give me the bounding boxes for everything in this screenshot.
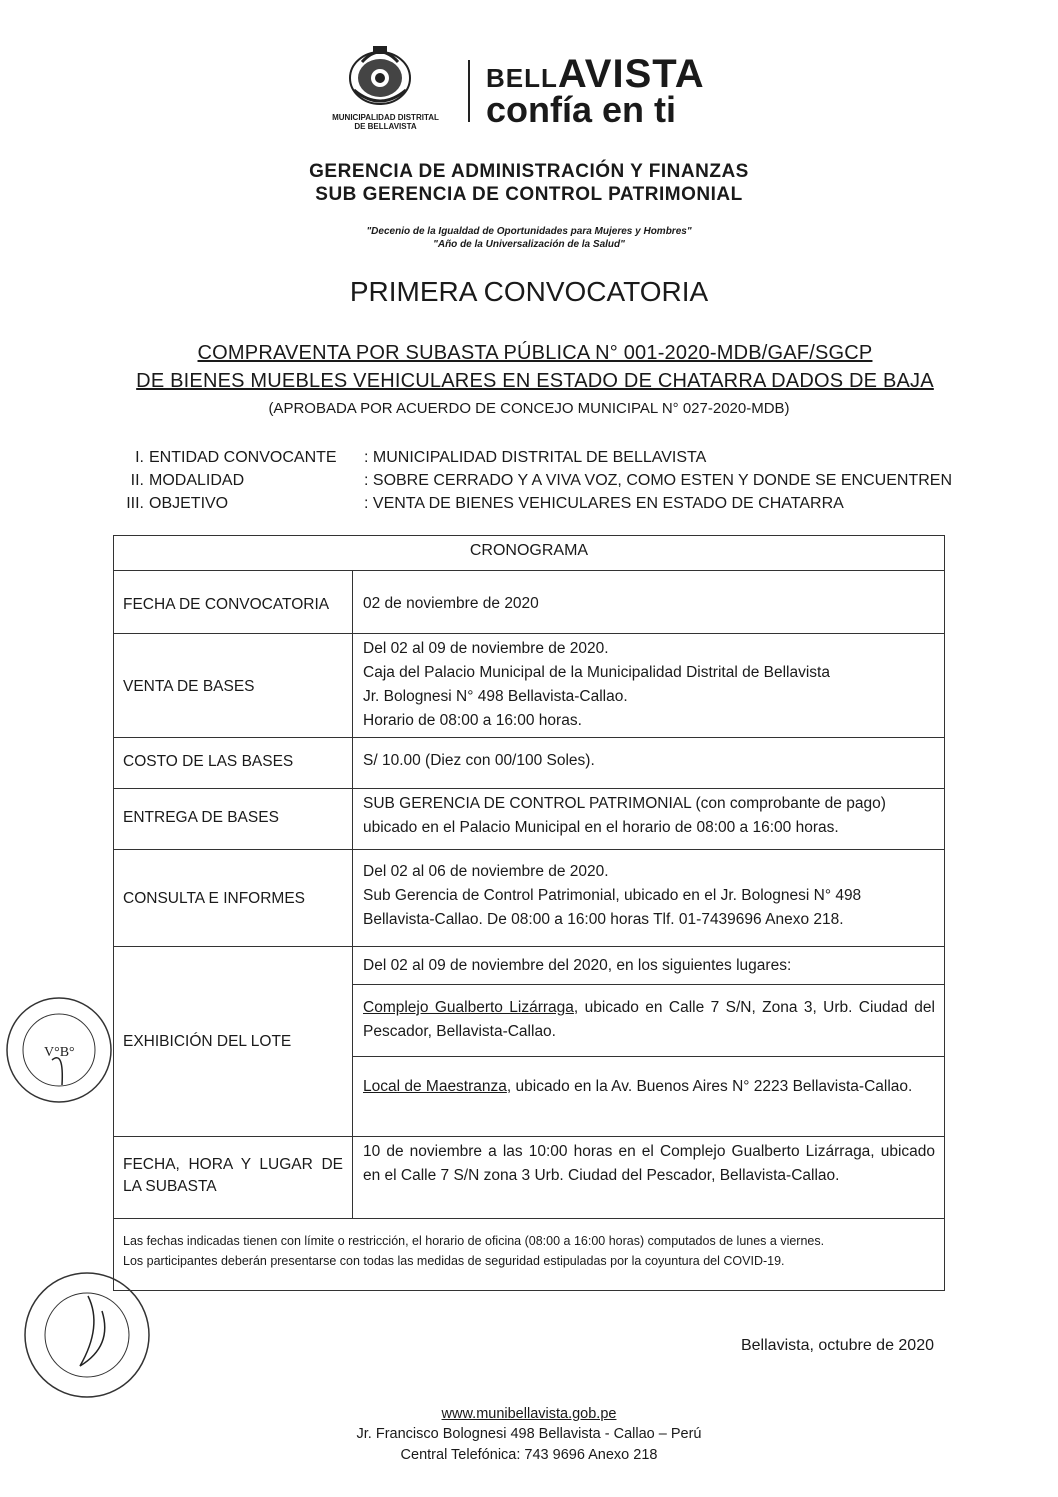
muni-name-line2: DE BELLAVISTA — [354, 122, 417, 131]
place-detail: , ubicado en Calle 7 S/N, Zona 3, Urb. Ciudad del Pescador, Bellavista-Callao. — [363, 999, 935, 1040]
table-rule — [114, 1218, 944, 1219]
municipality-name — [318, 113, 453, 131]
row-value-exhibicion-place2 — [363, 1075, 935, 1099]
row-value-exhibicion-place1 — [363, 996, 935, 1044]
info-label: ENTIDAD CONVOCANTE — [149, 449, 337, 466]
text-line: Del 02 al 09 de noviembre de 2020. — [363, 640, 609, 657]
table-rule — [114, 737, 944, 738]
footer-website-link[interactable]: www.munibellavista.gob.pe — [441, 1406, 617, 1422]
text-line: Jr. Bolognesi N° 498 Bellavista-Callao. — [363, 688, 628, 705]
note-line: Las fechas indicadas tienen con límite o restricción, el horario de oficina (08:00 a 16:00 horas) computados de lunes a viernes. — [123, 1234, 825, 1248]
row-label-fecha-convocatoria: FECHA DE CONVOCATORIA — [123, 596, 330, 613]
info-value: : VENTA DE BIENES VEHICULARES EN ESTADO DE CHATARRA — [364, 495, 844, 512]
info-num: II. — [130, 472, 144, 489]
cronograma-header: CRONOGRAMA — [469, 542, 589, 559]
row-label-exhibicion: EXHIBICIÓN DEL LOTE — [123, 1033, 292, 1050]
note-line: Los participantes deberán presentarse con todas las medidas de seguridad estipuladas por la coyuntura del COVID-19. — [123, 1254, 785, 1268]
table-rule — [114, 570, 944, 571]
table-rule — [114, 788, 944, 789]
table-rule — [114, 946, 944, 947]
brand-prefix: BELL — [486, 63, 558, 93]
text-line: SUB GERENCIA DE CONTROL PATRIMONIAL (con comprobante de pago) — [363, 795, 886, 812]
text-line: Bellavista-Callao. De 08:00 a 16:00 horas Tlf. 01-7439696 Anexo 218. — [363, 911, 844, 928]
row-label-entrega-bases: ENTREGA DE BASES — [123, 809, 279, 826]
text-line: Horario de 08:00 a 16:00 horas. — [363, 712, 582, 729]
header-divider — [468, 60, 470, 122]
brand-main: AVISTA — [557, 52, 705, 96]
place-name: Local de Maestranza — [363, 1078, 507, 1095]
row-value-entrega-bases — [363, 792, 935, 840]
row-label-consulta: CONSULTA E INFORMES — [123, 890, 306, 907]
subtitle-line1: COMPRAVENTA POR SUBASTA PÚBLICA N° 001-2020-MDB/GAF/SGCP — [197, 342, 873, 364]
closing-date: Bellavista, octubre de 2020 — [740, 1337, 934, 1354]
table-rule — [352, 1056, 944, 1057]
cronograma-table — [113, 535, 945, 1291]
table-rule — [352, 984, 944, 985]
table-rule — [114, 849, 944, 850]
text-line: Del 02 al 06 de noviembre de 2020. — [363, 863, 609, 880]
table-rule — [114, 633, 944, 634]
info-label: OBJETIVO — [149, 495, 229, 512]
info-value: : MUNICIPALIDAD DISTRITAL DE BELLAVISTA — [364, 449, 707, 466]
municipal-crest-logo — [340, 40, 420, 110]
table-note — [123, 1231, 938, 1271]
patrimonial-stamp — [18, 1266, 156, 1404]
info-num: III. — [126, 495, 144, 512]
table-column-divider — [352, 570, 353, 1218]
row-value-venta-bases — [363, 637, 935, 733]
row-value-exhibicion-intro: Del 02 al 09 de noviembre del 2020, en los siguientes lugares: — [363, 957, 792, 974]
row-label-subasta-line1: FECHA, HORA Y LUGAR DE — [123, 1156, 343, 1173]
muni-name-line1: MUNICIPALIDAD DISTRITAL — [332, 113, 439, 122]
text-line: Sub Gerencia de Control Patrimonial, ubicado en el Jr. Bolognesi N° 498 — [363, 887, 862, 904]
footer-address: Jr. Francisco Bolognesi 498 Bellavista - Callao – Perú — [356, 1426, 702, 1442]
text-line: ubicado en el Palacio Municipal en el horario de 08:00 a 16:00 horas. — [363, 819, 839, 836]
footer-phone: Central Telefónica: 743 9696 Anexo 218 — [400, 1447, 658, 1463]
table-rule — [114, 1136, 944, 1137]
row-label-costo-bases: COSTO DE LAS BASES — [123, 753, 294, 770]
row-value-consulta — [363, 860, 935, 932]
row-value-subasta: 10 de noviembre a las 10:00 horas en el Complejo Gualberto Lizárraga, ubicado en el Calle 7 S/N zona 3 Urb. Ciudad del Pescador, Bellavista-Callao. — [363, 1143, 935, 1184]
row-value-costo-bases — [363, 749, 935, 773]
brand-tagline: confía en ti — [486, 89, 677, 130]
stamp-center-text: V°B° — [44, 1045, 75, 1060]
row-value-fecha-convocatoria — [363, 592, 935, 616]
row-label-venta-bases: VENTA DE BASES — [123, 678, 255, 695]
approval-stamp — [4, 990, 114, 1110]
info-label: MODALIDAD — [149, 472, 245, 489]
text-line: S/ 10.00 (Diez con 00/100 Soles). — [363, 752, 595, 769]
text-line: Caja del Palacio Municipal de la Municipalidad Distrital de Bellavista — [363, 664, 830, 681]
decenio-line2: "Año de la Universalización de la Salud" — [433, 239, 625, 250]
place-detail: , ubicado en la Av. Buenos Aires N° 2223 Bellavista-Callao. — [506, 1078, 913, 1095]
info-value: : SOBRE CERRADO Y A VIVA VOZ, COMO ESTEN Y DONDE SE ENCUENTREN — [364, 472, 952, 489]
subtitle-line3: (APROBADA POR ACUERDO DE CONCEJO MUNICIPAL N° 027-2020-MDB) — [268, 400, 790, 417]
subtitle-line2: DE BIENES MUEBLES VEHICULARES EN ESTADO DE CHATARRA DADOS DE BAJA — [136, 370, 934, 392]
gerencia-line2: SUB GERENCIA DE CONTROL PATRIMONIAL — [315, 184, 743, 205]
text-line: 02 de noviembre de 2020 — [363, 595, 539, 612]
place-name: Complejo Gualberto Lizárraga — [363, 999, 574, 1016]
page-title: PRIMERA CONVOCATORIA — [349, 276, 709, 307]
gerencia-line1: GERENCIA DE ADMINISTRACIÓN Y FINANZAS — [309, 161, 749, 182]
info-num: I. — [135, 449, 144, 466]
decenio-line1: "Decenio de la Igualdad de Oportunidades para Mujeres y Hombres" — [366, 226, 692, 237]
row-label-subasta-line2: LA SUBASTA — [123, 1178, 217, 1195]
